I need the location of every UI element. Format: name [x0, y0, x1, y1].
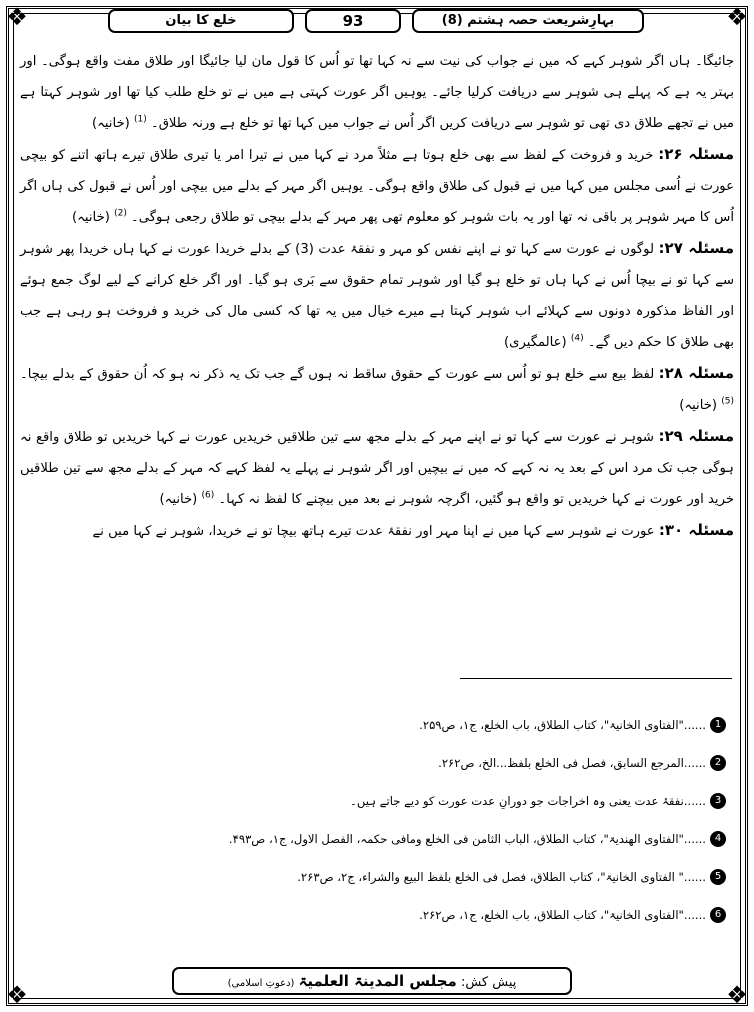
footnote-text: ......"الفتاوی الخانیۃ"، کتاب الطلاق، باب الخلع، ج۱، ص۲۵۹. [419, 718, 706, 732]
footnote-number: 6 [710, 907, 726, 923]
source-citation: (خانیہ) [91, 116, 130, 131]
corner-ornament-icon: ❖ [6, 3, 28, 31]
source-citation: (خانیہ) [679, 398, 718, 413]
masala-label: مسئلہ ۳۰: [658, 521, 734, 539]
corner-ornament-icon: ❖ [726, 3, 748, 31]
footnote-number: 5 [710, 869, 726, 885]
footnote-text: ......المرجع السابق، فصل فی الخلع بلفظ...الخ، ص۲۶۲. [438, 756, 706, 770]
page-header [0, 3, 754, 36]
footnotes [26, 706, 726, 934]
paragraph: مسئلہ ۲۷: لوگوں نے عورت سے کہا تو نے اپنے نفس کو مہر و نفقۂ عدت (3) کے بدلے خریدا عورت نے کہا ہاں خریدا پھر شوہر سے کہا تو نے بیچا اُس نے کہا ہاں تو خلع ہو گیا اور شوہر تمام حقوق سے بَری ہو گیا۔ اور اگر خلع کرانے کے لیے لوگ جمع ہوئے اور الفاظ مذکورہ دونوں سے کہلائے اب شوہر کہتا ہے میرے خیال میں یہ تھا کہ کسی مال کی خرید و فروخت ہو رہی ہے جب بھی طلاق کا حکم دیں گے۔ $^{(4)}$ (عالمگیری) [20, 239, 734, 350]
corner-ornament-icon: ❖ [726, 981, 748, 1009]
masala-label: مسئلہ ۲۸: [658, 364, 735, 382]
publisher-name: مجلس المدینۃ العلمیۃ [298, 972, 457, 990]
footnote-number: 3 [710, 793, 726, 809]
main-text [20, 46, 734, 547]
paragraph: مسئلہ ۲۹: شوہر نے عورت سے کہا تو نے اپنے مہر کے بدلے مجھ سے تین طلاقیں خریدیں عورت نے کہا خریدیں تو طلاق واقع نہ ہوگی جب تک مرد اس کے بعد یہ نہ کہے کہ میں نے بیچیں اور اگر شوہر نے پہلے یہ لفظ کہے کہ مہر کے بدلے مجھ سے تین طلاقیں خرید اور عورت نے کہا خریدیں تو واقع ہو گئیں، اگرچہ شوہر نے بعد میں بیچنے کا لفظ نہ کہا۔ $^{(6)}$ (خانیہ) [20, 427, 734, 507]
footnote-ref[interactable]: (5) [721, 396, 734, 407]
masala-label: مسئلہ ۲۷: [658, 239, 734, 257]
footnote-divider [460, 678, 732, 679]
chapter-title: خلع کا بیان [108, 9, 294, 33]
footnote [26, 706, 726, 744]
footnote [26, 744, 726, 782]
footnote [26, 896, 726, 934]
footer-prefix: پیش کش: [460, 975, 517, 990]
page-number: 93 [305, 9, 401, 33]
footnote-ref[interactable]: (6) [201, 490, 215, 501]
footnote [26, 782, 726, 820]
footnote [26, 820, 726, 858]
paragraph: مسئلہ ۳۰: عورت نے شوہر سے کہا میں نے اپنا مہر اور نفقۂ عدت تیرے ہاتھ بیچا تو نے خریدا، شوہر نے کہا میں نے [92, 521, 734, 539]
masala-label: مسئلہ ۲۶: [658, 145, 734, 163]
source-citation: (خانیہ) [72, 210, 110, 225]
book-title: بہارِشریعت حصہ ہشتم (8) [412, 9, 644, 33]
footnote-ref[interactable]: (4) [570, 333, 584, 344]
footnote-number: 2 [710, 755, 726, 771]
page-footer [172, 967, 572, 995]
footnote [26, 858, 726, 896]
publisher-note: (دعوتِ اسلامی) [227, 978, 295, 989]
footnote-text: ......"الفتاوی الخانیۃ"، کتاب الطلاق، باب الخلع، ج۱، ص۲۶۲. [419, 908, 706, 922]
footnote-text: ......" الفتاوی الخانیۃ"، کتاب الطلاق، فصل فی الخلع بلفظ البیع والشراء، ج۲، ص۲۶۳. [297, 870, 706, 884]
corner-ornament-icon: ❖ [6, 981, 28, 1009]
footnote-number: 4 [710, 831, 726, 847]
source-citation: (خانیہ) [159, 492, 198, 507]
footnote-ref[interactable]: (1) [134, 114, 147, 125]
footnote-text: ......"الفتاوی الھندیۃ"، کتاب الطلاق، الباب الثامن فی الخلع ومافی حکمہ، الفصل الاول، ج۱، ص۴۹۳. [228, 832, 706, 846]
source-citation: (عالمگیری) [504, 335, 567, 350]
footnote-ref[interactable]: (2) [114, 208, 127, 219]
footnote-text: ......نفقۂ عدت یعنی وہ اخراجات جو دورانِ عدت عورت کو دیے جاتے ہیں۔ [350, 794, 706, 808]
footnote-number: 1 [710, 717, 726, 733]
paragraph: مسئلہ ۲۶: خرید و فروخت کے لفظ سے بھی خلع ہوتا ہے مثلاً مرد نے کہا میں نے تیرا امر یا تیری طلاق تیرے ہاتھ اتنے کو بیچی عورت نے اُسی مجلس میں کہا میں نے قبول کی طلاق واقع ہوگی۔ یوہیں اگر مہر کے بدلے میں بیچی اور اُس نے قبول کی ہاں اگر اُس کا مہر شوہر پر باقی نہ تھا اور یہ بات شوہر کو معلوم تھی پھر مہر کے بدلے بیچی تو طلاق رجعی ہوگی۔ $^{(2)}$ (خانیہ) [20, 145, 734, 225]
paragraph: مسئلہ ۲۸: لفظ بیع سے خلع ہو تو اُس سے عورت کے حقوق ساقط نہ ہوں گے جب تک یہ ذکر نہ ہو کہ اُن حقوق کے بدلے بیچا۔ $^{(5)}$ (خانیہ) [20, 364, 735, 413]
masala-label: مسئلہ ۲۹: [658, 427, 734, 445]
paragraph: جائیگا۔ ہاں اگر شوہر کہے کہ میں نے جواب کی نیت سے نہ کہا تھا تو اُس کا قول مان لیا جائیگا اور طلاق مفت واقع ہوگی۔ اور بہتر یہ ہے کہ پہلے ہی شوہر سے دریافت کرلیا جائے۔ یوہیں اگر عورت کہتی ہے میں نے تو خلع طلب کیا تھا اور شوہر کہتا ہے میں نے تجھے طلاق دی تھی تو شوہر سے دریافت کریں اگر اُس نے جواب میں کہا تھا تو خلع ہے ورنہ طلاق۔ $^{(1)}$ (خانیہ) [20, 54, 734, 131]
